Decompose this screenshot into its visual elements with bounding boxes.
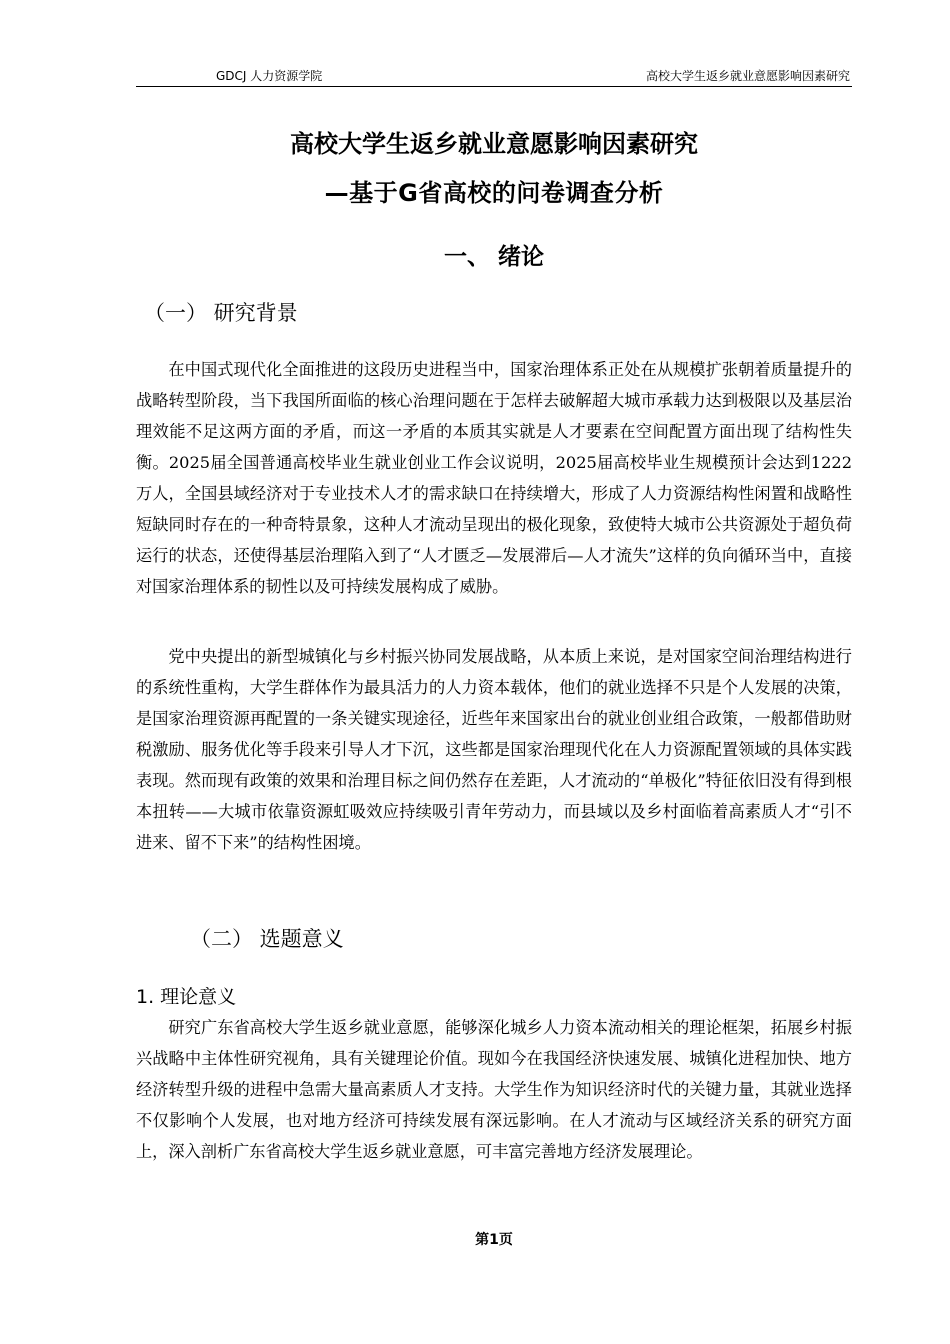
paragraph-background-1: 在中国式现代化全面推进的这段历史进程当中，国家治理体系正处在从规模扩张朝着质量提升的战略转型阶段，当下我国所面临的核心治理问题在于怎样去破解超大城市承载力达到极限以及基层治理效能不足这两方面的矛盾，而这一矛盾的本质其实就是人才要素在空间配置方面出现了结构性失衡。2025届全国普通高校毕业生就业创业工作会议说明，2025届高校毕业生规模预计会达到1222万人，全国县域经济对于专业技术人才的需求缺口在持续增大，形成了人力资源结构性闲置和战略性短缺同时存在的一种奇特景象，这种人才流动呈现出的极化现象，致使特大城市公共资源处于超负荷运行的状态，还使得基层治理陷入到了“人才匮乏—发展滞后—人才流失”这样的负向循环当中，直接对国家治理体系的韧性以及可持续发展构成了威胁。 [136, 360, 852, 596]
paragraph-background-2: 党中央提出的新型城镇化与乡村振兴协同发展战略，从本质上来说，是对国家空间治理结构进行的系统性重构，大学生群体作为最具活力的人力资本载体，他们的就业选择不只是个人发展的决策，是国家治理资源再配置的一条关键实现途径，近些年来国家出台的就业创业组合政策，一般都借助财税激励、服务优化等手段来引导人才下沉，这些都是国家治理现代化在人力资源配置领域的具体实践表现。然而现有政策的效果和治理目标之间仍然存在差距，人才流动的“单极化”特征依旧没有得到根本扭转——大城市依靠资源虹吸效应持续吸引青年劳动力，而县域以及乡村面临着高素质人才“引不进来、留不下来”的结构性困境。 [136, 647, 852, 852]
subsection-heading-theory: 1. 理论意义 [136, 986, 237, 1008]
header-institution: GDCJ 人力资源学院 [216, 69, 323, 83]
page-number: 第1页 [475, 1232, 513, 1248]
section-heading-background: （一） 研究背景 [144, 301, 298, 325]
chapter-heading: 一、 绪论 [443, 244, 544, 270]
document-subtitle: —基于G省高校的问卷调查分析 [324, 179, 664, 207]
document-title: 高校大学生返乡就业意愿影响因素研究 [290, 130, 698, 158]
section-heading-significance: （二） 选题意义 [190, 927, 344, 951]
page-header [136, 66, 852, 86]
header-divider [136, 86, 852, 87]
header-running-title: 高校大学生返乡就业意愿影响因素研究 [645, 69, 850, 83]
paragraph-theory: 研究广东省高校大学生返乡就业意愿，能够深化城乡人力资本流动相关的理论框架，拓展乡村振兴战略中主体性研究视角，具有关键理论价值。现如今在我国经济快速发展、城镇化进程加快、地方经济转型升级的进程中急需大量高素质人才支持。大学生作为知识经济时代的关键力量，其就业选择不仅影响个人发展，也对地方经济可持续发展有深远影响。在人才流动与区域经济关系的研究方面上，深入剖析广东省高校大学生返乡就业意愿，可丰富完善地方经济发展理论。 [136, 1018, 852, 1161]
